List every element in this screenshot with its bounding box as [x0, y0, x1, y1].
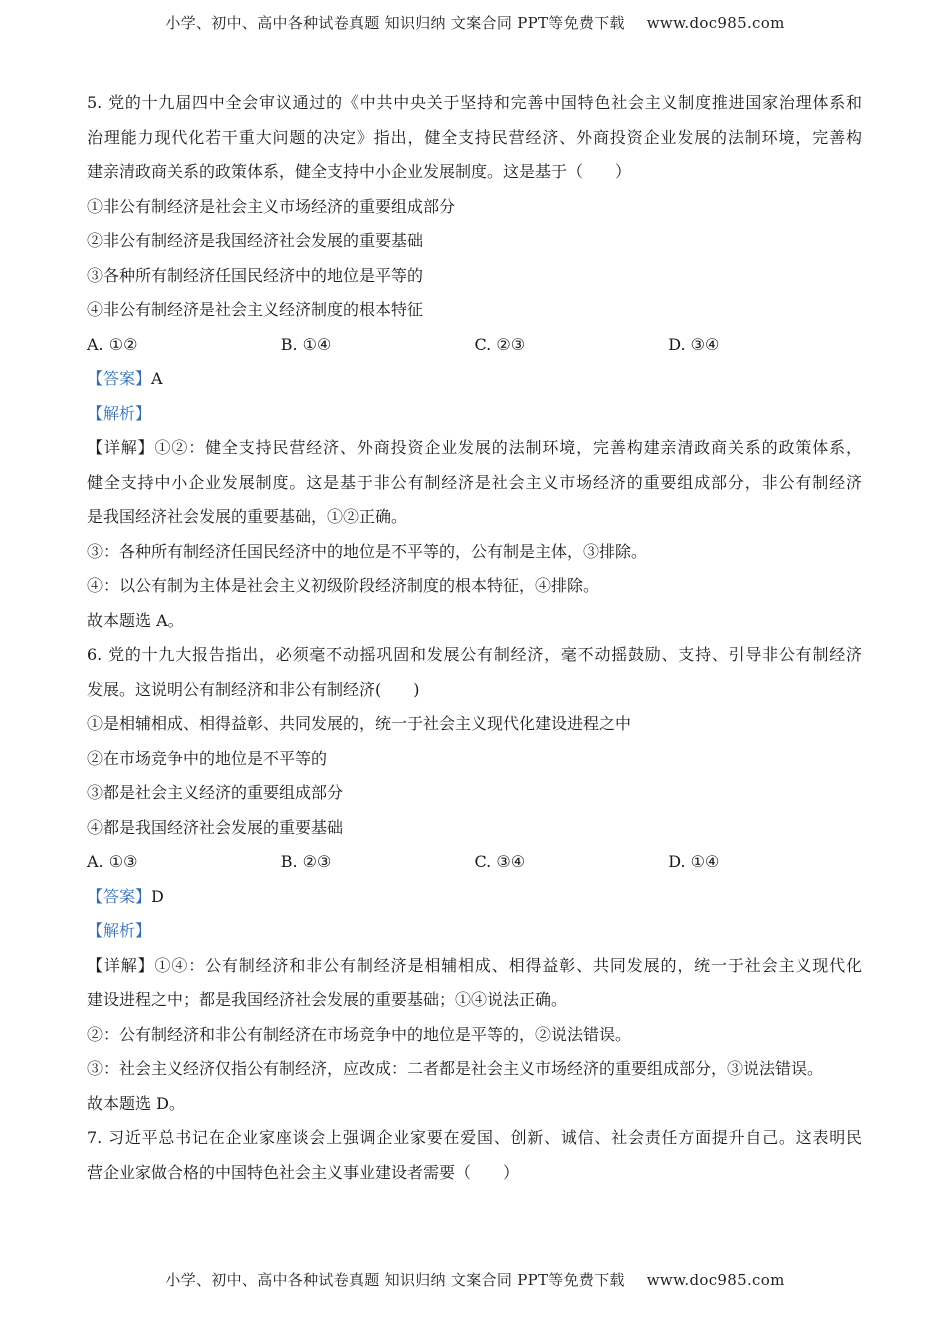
- option-d: D. ①④: [668, 852, 720, 871]
- option-c: C. ③④: [474, 852, 526, 871]
- answer-options: [87, 845, 862, 880]
- conclusion-line: 故本题选 D。: [87, 1093, 185, 1113]
- page-footer: [0, 1269, 950, 1290]
- question-stem-line: 7. 习近平总书记在企业家座谈会上强调企业家要在爱国、创新、诚信、社会责任方面提升自己。这表明民: [87, 1128, 862, 1147]
- analysis-line: [87, 914, 862, 949]
- detail-line: ③：各种所有制经济任国民经济中的地位是不平等的，公有制是主体，③排除。: [87, 541, 648, 561]
- analysis-tag: 【解析】: [87, 921, 152, 940]
- statement-item: ③都是社会主义经济的重要组成部分: [87, 783, 344, 802]
- detail-line: 是我国经济社会发展的重要基础，①②正确。: [87, 507, 408, 526]
- detail-line: 健全支持中小企业发展制度。这是基于非公有制经济是社会主义市场经济的重要组成部分，非公有制经济: [87, 472, 862, 492]
- statement-item: ④非公有制经济是社会主义经济制度的根本特征: [87, 300, 424, 319]
- document-body: [87, 86, 862, 1190]
- question-stem-line: 发展。这说明公有制经济和非公有制经济( ): [87, 679, 420, 699]
- answer-line: [87, 362, 862, 397]
- question-stem-line: 6. 党的十九大报告指出，必须毫不动摇巩固和发展公有制经济，毫不动摇鼓励、支持、引导非公有制经济: [87, 645, 862, 664]
- option-b: B. ②③: [280, 852, 332, 871]
- detail-line: ④：以公有制为主体是社会主义初级阶段经济制度的根本特征，④排除。: [87, 576, 600, 595]
- answer-value: D: [151, 886, 164, 906]
- header-text: 小学、初中、高中各种试卷真题 知识归纳 文案合同 PPT等免费下载: [165, 14, 625, 32]
- question-stem-line: 治理能力现代化若干重大问题的决定》指出，健全支持民营经济、外商投资企业发展的法制环境，完善构: [87, 127, 862, 147]
- option-c: C. ②③: [474, 334, 526, 354]
- option-d: D. ③④: [668, 334, 720, 354]
- analysis-line: [87, 397, 862, 432]
- footer-url[interactable]: www.doc985.com: [646, 1271, 785, 1289]
- detail-line: 建设进程之中；都是我国经济社会发展的重要基础；①④说法正确。: [87, 990, 568, 1009]
- option-a: A. ①③: [87, 852, 138, 871]
- statement-item: ②在市场竞争中的地位是不平等的: [87, 748, 328, 768]
- page-header: [0, 12, 950, 33]
- option-a: A. ①②: [87, 334, 138, 354]
- question-stem-line: 5. 党的十九届四中全会审议通过的《中共中央关于坚持和完善中国特色社会主义制度推进国家治理体系和: [87, 93, 862, 112]
- answer-line: [87, 880, 862, 915]
- question-5: [87, 86, 862, 638]
- answer-value: A: [151, 369, 163, 388]
- statement-item: ②非公有制经济是我国经济社会发展的重要基础: [87, 231, 424, 250]
- header-url[interactable]: www.doc985.com: [646, 14, 785, 32]
- question-stem-line: 营企业家做合格的中国特色社会主义事业建设者需要（ ）: [87, 1162, 520, 1182]
- statement-item: ①非公有制经济是社会主义市场经济的重要组成部分: [87, 196, 456, 216]
- detail-line: ③：社会主义经济仅指公有制经济，应改成：二者都是社会主义市场经济的重要组成部分，③说法错误。: [87, 1059, 824, 1078]
- statement-item: ④都是我国经济社会发展的重要基础: [87, 817, 344, 837]
- question-7: [87, 1121, 862, 1190]
- detail-line: 【详解】①②：健全支持民营经济、外商投资企业发展的法制环境，完善构建亲清政商关系的政策体系，: [87, 438, 862, 457]
- question-6: [87, 638, 862, 1121]
- conclusion-line: 故本题选 A。: [87, 610, 184, 630]
- analysis-tag: 【解析】: [87, 403, 152, 423]
- detail-line: 【详解】①④：公有制经济和非公有制经济是相辅相成、相得益彰、共同发展的，统一于社会主义现代化: [87, 955, 862, 975]
- detail-line: ②：公有制经济和非公有制经济在市场竞争中的地位是平等的，②说法错误。: [87, 1024, 632, 1044]
- answer-tag: 【答案】: [87, 886, 152, 906]
- answer-tag: 【答案】: [87, 369, 152, 388]
- answer-options: [87, 328, 862, 363]
- question-stem-line: 建亲清政商关系的政策体系，健全支持中小企业发展制度。这是基于（ ）: [87, 162, 632, 181]
- statement-item: ③各种所有制经济任国民经济中的地位是平等的: [87, 265, 424, 285]
- statement-item: ①是相辅相成、相得益彰、共同发展的，统一于社会主义现代化建设进程之中: [87, 714, 632, 733]
- detail-tag: 【详解】: [87, 438, 155, 457]
- footer-text: 小学、初中、高中各种试卷真题 知识归纳 文案合同 PPT等免费下载: [165, 1271, 625, 1289]
- option-b: B. ①④: [280, 334, 332, 354]
- detail-tag: 【详解】: [87, 955, 155, 975]
